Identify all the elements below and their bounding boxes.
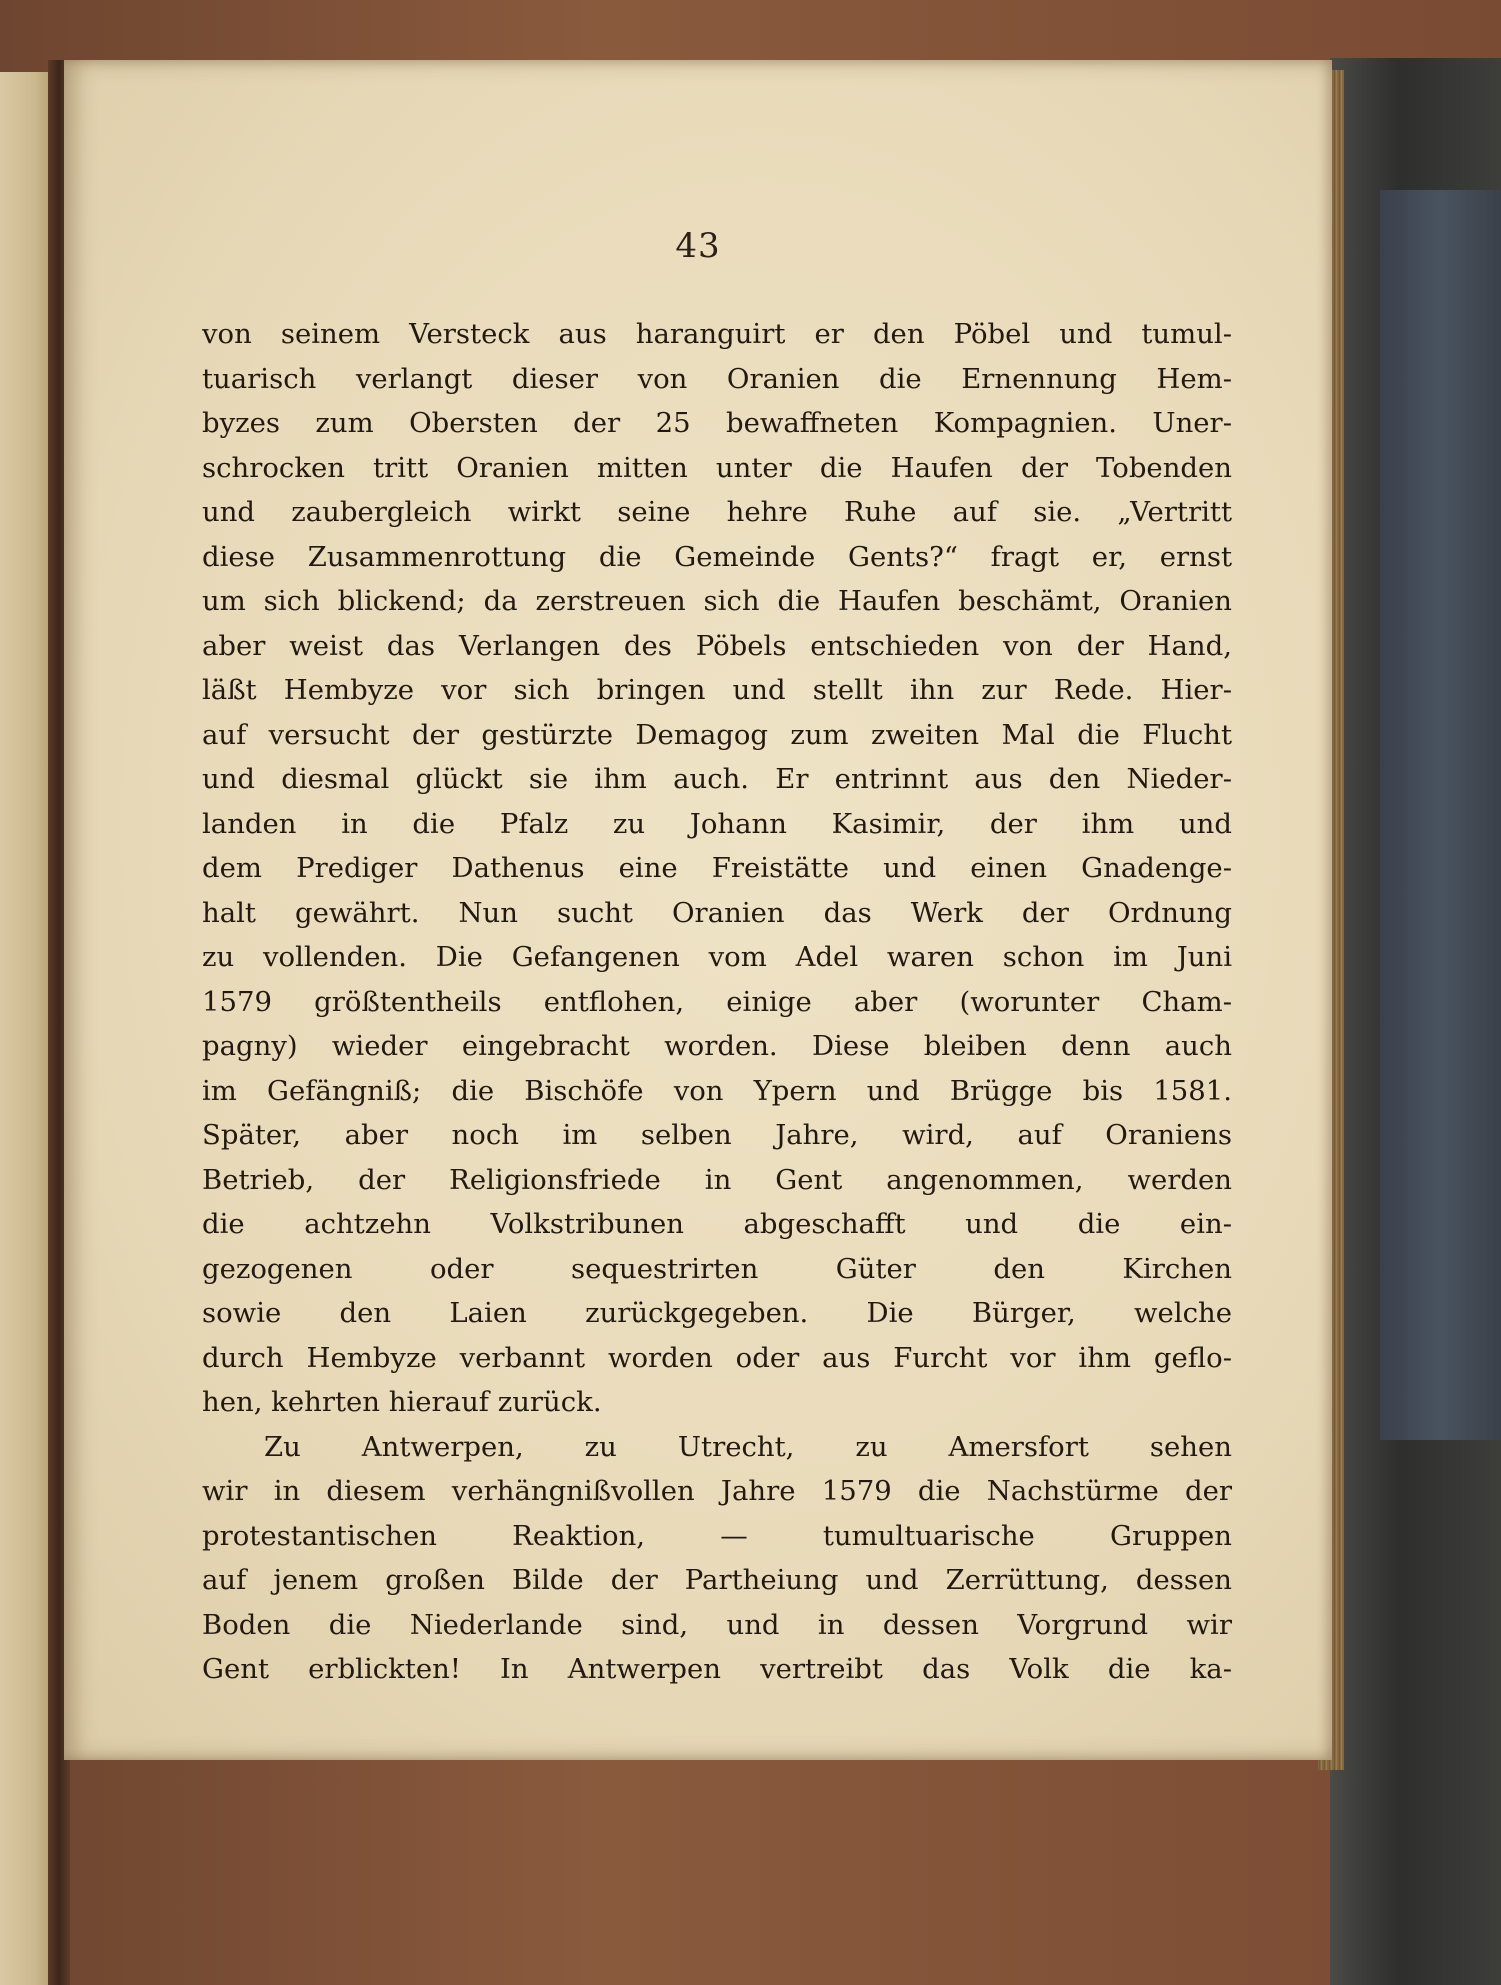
text-line: und zaubergleich wirkt seine hehre Ruhe auf sie. „Vertritt [202, 496, 1232, 528]
text-line: dem Prediger Dathenus eine Freistätte und einen Gnadenge- [202, 852, 1232, 884]
text-line: sowie den Laien zurückgegeben. Die Bürger, welche [202, 1297, 1232, 1329]
text-line: schrocken tritt Oranien mitten unter die Haufen der Tobenden [202, 451, 1232, 484]
text-line: auf versucht der gestürzte Demagog zum zweiten Mal die Flucht [202, 718, 1232, 751]
text-line: byzes zum Obersten der 25 bewaffneten Kompagnien. Uner- [202, 407, 1232, 439]
text-line: die achtzehn Volkstribunen abgeschafft und die ein- [202, 1208, 1232, 1240]
text-line: zu vollenden. Die Gefangenen vom Adel waren schon im Juni [202, 941, 1232, 973]
paragraph-end-line: hen, kehrten hierauf zurück. [202, 1386, 602, 1418]
text-line: wir in diesem verhängnißvollen Jahre 1579 die Nachstürme der [202, 1475, 1232, 1507]
text-line: auf jenem großen Bilde der Partheiung und Zerrüttung, dessen [202, 1564, 1232, 1596]
text-line: aber weist das Verlangen des Pöbels entschieden von der Hand, [202, 629, 1232, 662]
text-line: pagny) wieder eingebracht worden. Diese bleiben denn auch [202, 1030, 1232, 1062]
paragraph-start-line: Zu Antwerpen, zu Utrecht, zu Amersfort sehen [264, 1430, 1232, 1463]
text-line: Boden die Niederlande sind, und in dessen Vorgrund wir [202, 1608, 1232, 1641]
text-line: Gent erblickten! In Antwerpen vertreibt das Volk die ka- [202, 1653, 1232, 1685]
text-line: Betrieb, der Religionsfriede in Gent angenommen, werden [202, 1163, 1232, 1196]
text-line: gezogenen oder sequestrirten Güter den Kirchen [202, 1252, 1232, 1285]
cover-spine-band [1380, 190, 1501, 1440]
text-line: landen in die Pfalz zu Johann Kasimir, der ihm und [202, 807, 1232, 840]
body-text [202, 312, 1232, 1692]
text-line: im Gefängniß; die Bischöfe von Ypern und Brügge bis 1581. [202, 1074, 1232, 1107]
text-line: 1579 größtentheils entflohen, einige aber (worunter Cham- [202, 985, 1232, 1018]
text-line: um sich blickend; da zerstreuen sich die Haufen beschämt, Oranien [202, 585, 1232, 617]
text-line: diese Zusammenrottung die Gemeinde Gents?“ fragt er, ernst [202, 540, 1232, 573]
text-line: von seinem Versteck aus haranguirt er den Pöbel und tumul- [202, 318, 1232, 350]
text-line: Später, aber noch im selben Jahre, wird, auf Oraniens [202, 1119, 1232, 1151]
text-line: durch Hembyze verbannt worden oder aus Furcht vor ihm geflo- [202, 1341, 1232, 1374]
text-line: tuarisch verlangt dieser von Oranien die Ernennung Hem- [202, 362, 1232, 395]
text-line: und diesmal glückt sie ihm auch. Er entrinnt aus den Nieder- [202, 763, 1232, 795]
page-number: 43 [675, 226, 721, 266]
left-page-edge [0, 72, 52, 1985]
text-line: protestantischen Reaktion, — tumultuarische Gruppen [202, 1519, 1232, 1552]
text-line: läßt Hembyze vor sich bringen und stellt ihn zur Rede. Hier- [202, 674, 1232, 706]
book-page [64, 60, 1332, 1760]
text-line: halt gewährt. Nun sucht Oranien das Werk der Ordnung [202, 896, 1232, 929]
